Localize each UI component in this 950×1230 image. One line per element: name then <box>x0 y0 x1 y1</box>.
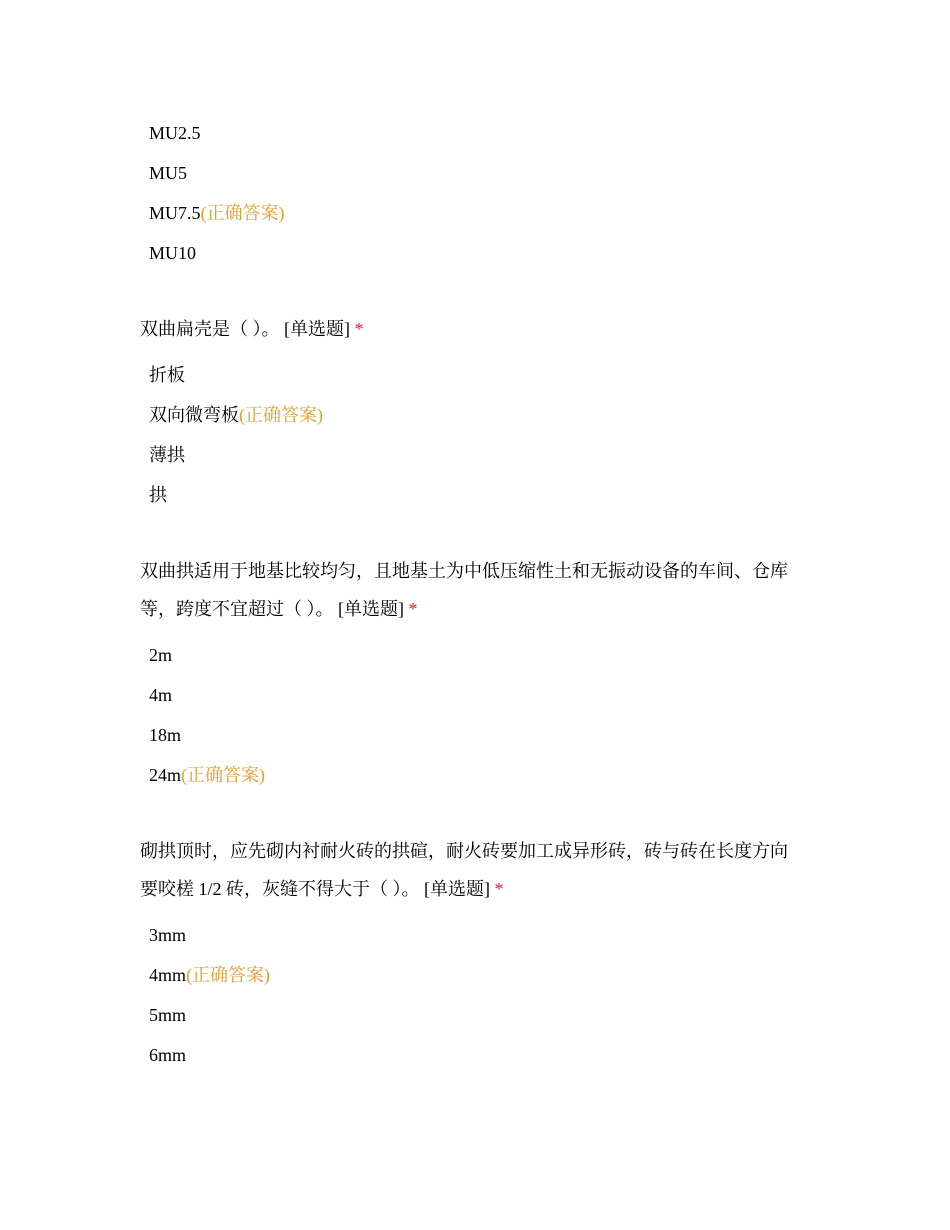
option-text: 5mm <box>149 1005 187 1025</box>
q0-option-3 <box>149 202 285 224</box>
question-text: 要咬槎 1/2 砖，灰缝不得大于（ ）。 <box>140 879 420 899</box>
q3-option-1 <box>149 924 186 946</box>
option-text: 4mm <box>149 965 187 985</box>
option-text: MU10 <box>149 243 197 263</box>
q2-option-1 <box>149 644 172 666</box>
question-2 <box>140 552 820 628</box>
option-text: 3mm <box>149 925 187 945</box>
q1-option-4 <box>149 484 167 506</box>
question-text-line-2 <box>140 590 820 628</box>
q1-option-2 <box>149 404 323 426</box>
option-text: MU5 <box>149 163 188 183</box>
question-text-line-1: 砌拱顶时，应先砌内衬耐火砖的拱碹，耐火砖要加工成异形砖，砖与砖在长度方向 <box>140 841 788 861</box>
required-marker: * <box>408 599 418 619</box>
correct-answer-marker: (正确答案) <box>200 203 285 223</box>
option-text: 双向微弯板 <box>149 405 239 425</box>
option-text: 2m <box>149 645 173 665</box>
required-marker: * <box>494 879 504 899</box>
option-text: 拱 <box>149 485 167 505</box>
q2-option-3 <box>149 724 181 746</box>
q3-option-4 <box>149 1044 186 1066</box>
correct-answer-marker: (正确答案) <box>181 765 266 785</box>
option-text: MU2.5 <box>149 123 201 143</box>
option-text: 6mm <box>149 1045 187 1065</box>
question-text: 等，跨度不宜超过（ ）。 <box>140 599 334 619</box>
q3-option-2 <box>149 964 270 986</box>
q0-option-1 <box>149 122 201 144</box>
option-text: 18m <box>149 725 182 745</box>
option-text: 24m <box>149 765 182 785</box>
q0-option-2 <box>149 162 187 184</box>
q0-option-4 <box>149 242 196 264</box>
question-text-line-1: 双曲拱适用于地基比较均匀，且地基土为中低压缩性土和无振动设备的车间、仓库 <box>140 561 788 581</box>
option-text: 折板 <box>149 365 185 385</box>
question-3 <box>140 832 820 908</box>
q2-option-2 <box>149 684 172 706</box>
question-type: [单选题] <box>338 599 404 619</box>
option-text: 薄拱 <box>149 445 185 465</box>
question-type: [单选题] <box>284 319 350 339</box>
q2-option-4 <box>149 764 265 786</box>
option-text: 4m <box>149 685 173 705</box>
question-text-line-2 <box>140 870 820 908</box>
question-1 <box>140 310 820 348</box>
question-text: 双曲扁壳是（ ）。 <box>140 319 280 339</box>
q1-option-1 <box>149 364 185 386</box>
option-text: MU7.5 <box>149 203 201 223</box>
q1-option-3 <box>149 444 185 466</box>
correct-answer-marker: (正确答案) <box>186 965 271 985</box>
q3-option-3 <box>149 1004 186 1026</box>
question-type: [单选题] <box>424 879 490 899</box>
required-marker: * <box>354 319 364 339</box>
correct-answer-marker: (正确答案) <box>239 405 323 425</box>
